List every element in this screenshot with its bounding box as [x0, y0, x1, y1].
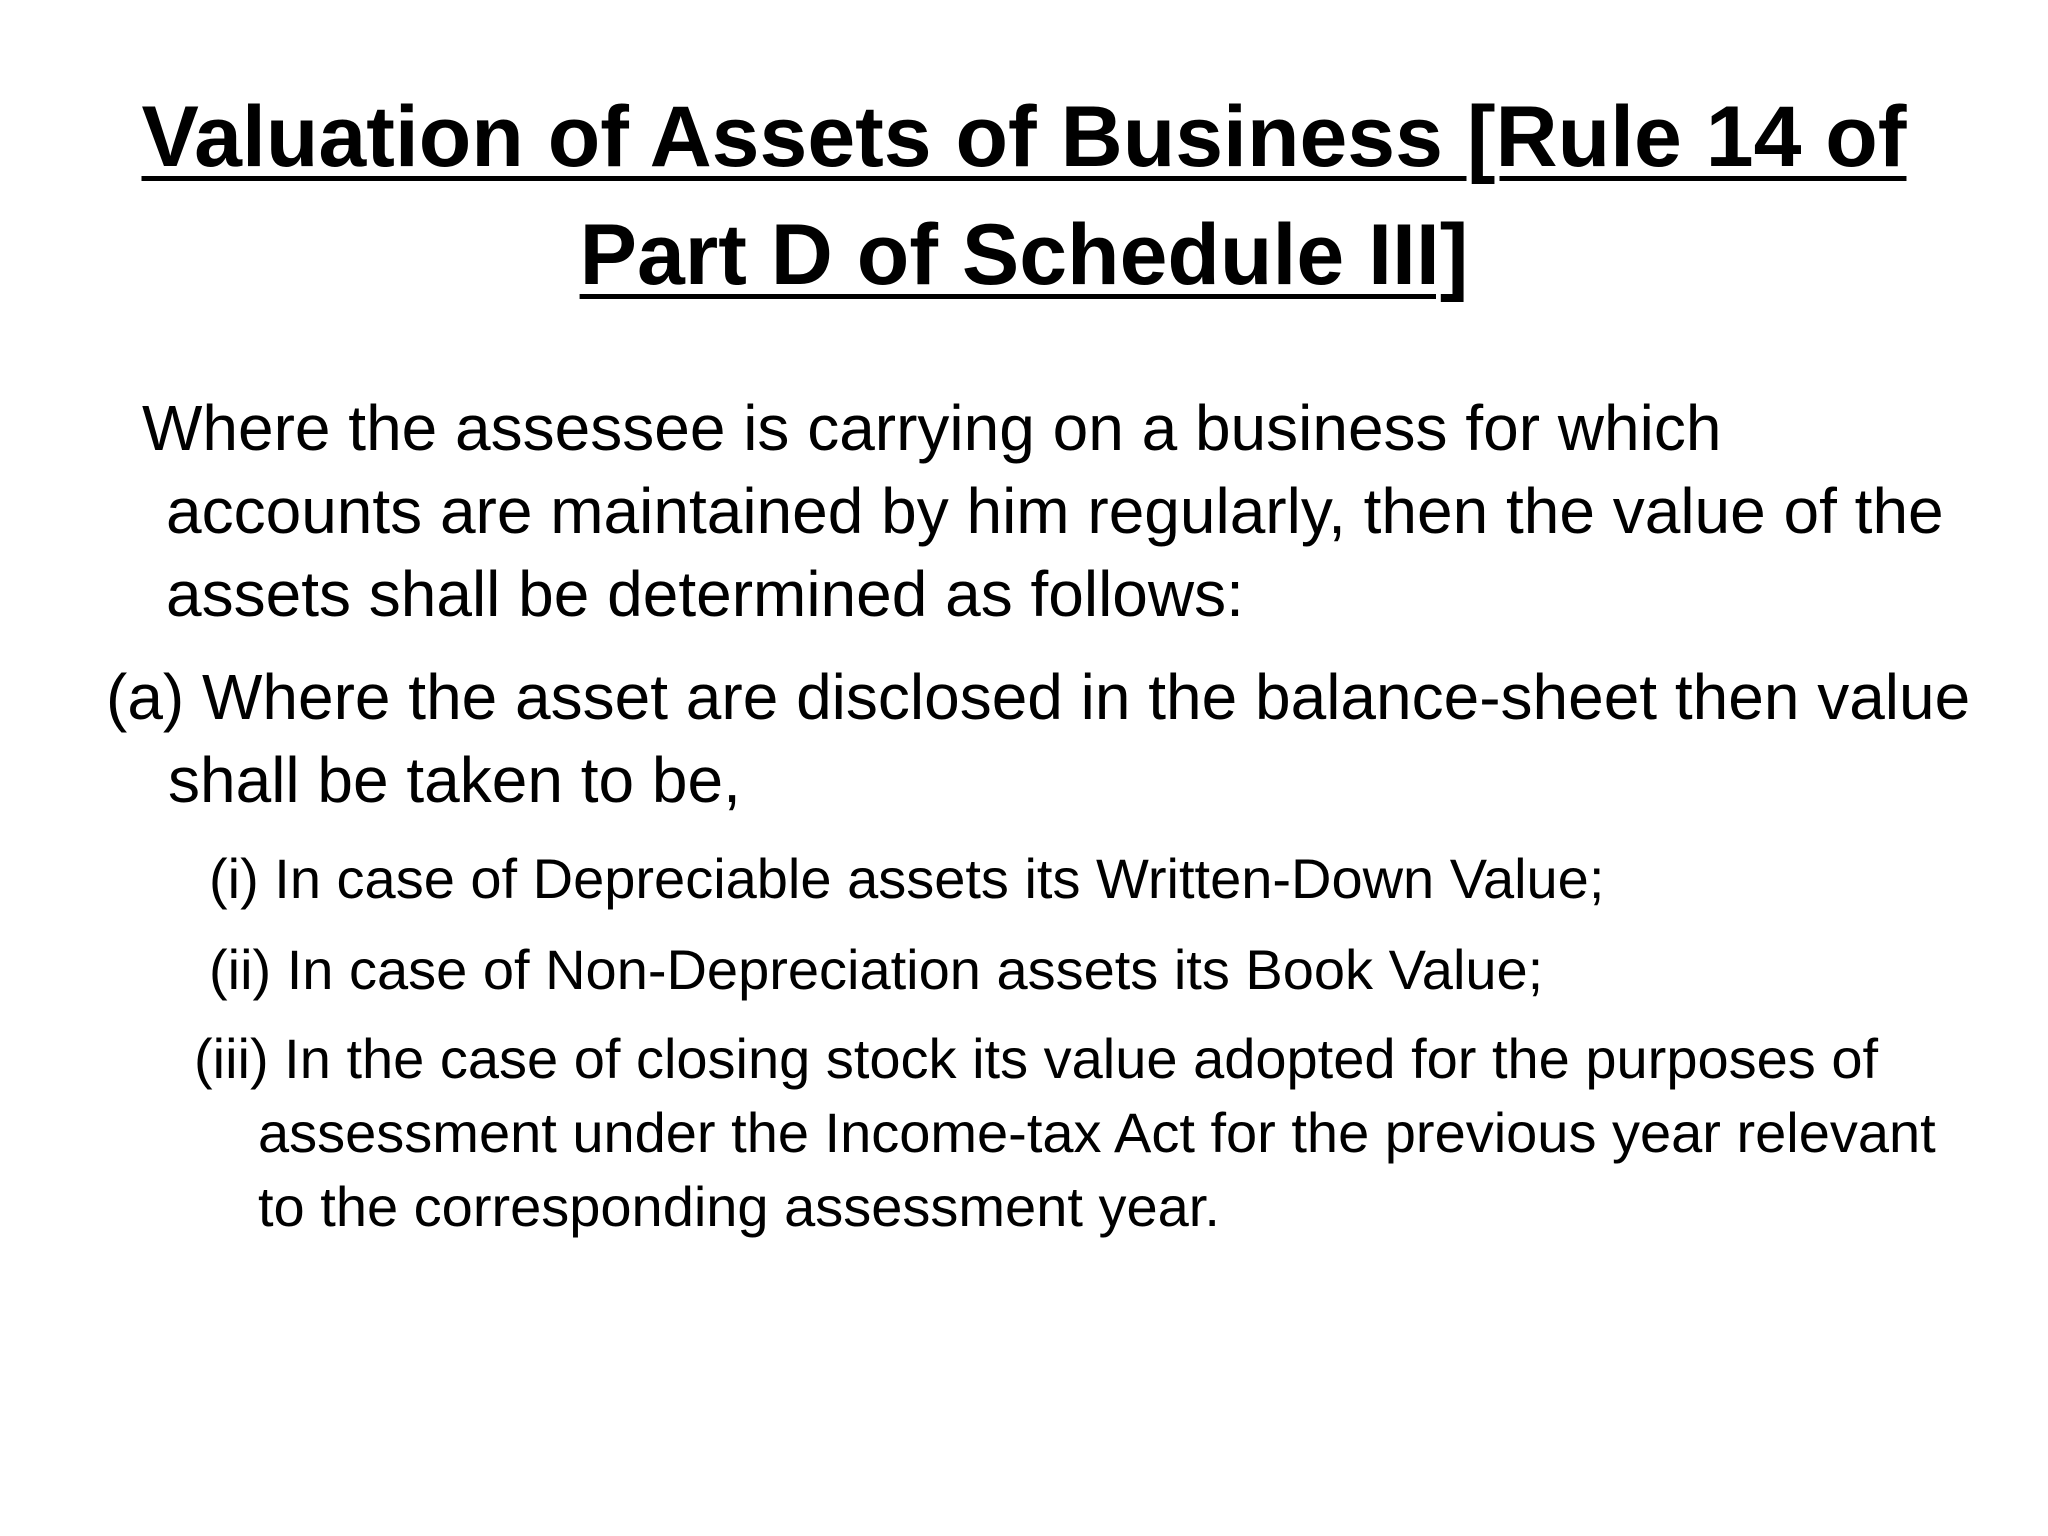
sub-item-i: (i) In case of Depreciable assets its Written-Down Value;: [209, 847, 1605, 910]
sub-item-ii: (ii) In case of Non-Depreciation assets its Book Value;: [209, 938, 1544, 1001]
clause-a: (a) Where the asset are disclosed in the balance-sheet then value shall be taken to be,: [106, 661, 1971, 816]
intro-paragraph: Where the assessee is carrying on a business for which accounts are maintained by him regularly, then the value of the assets shall be determined as follows:: [142, 392, 1944, 630]
sub-item-iii: (iii) In the case of closing stock its value adopted for the purposes of assessment under the Income-tax Act for the previous year relevant to the corresponding assessment year.: [194, 1027, 1936, 1238]
slide-title: Valuation of Assets of Business [Rule 14 of Part D of Schedule III]: [141, 89, 1907, 303]
